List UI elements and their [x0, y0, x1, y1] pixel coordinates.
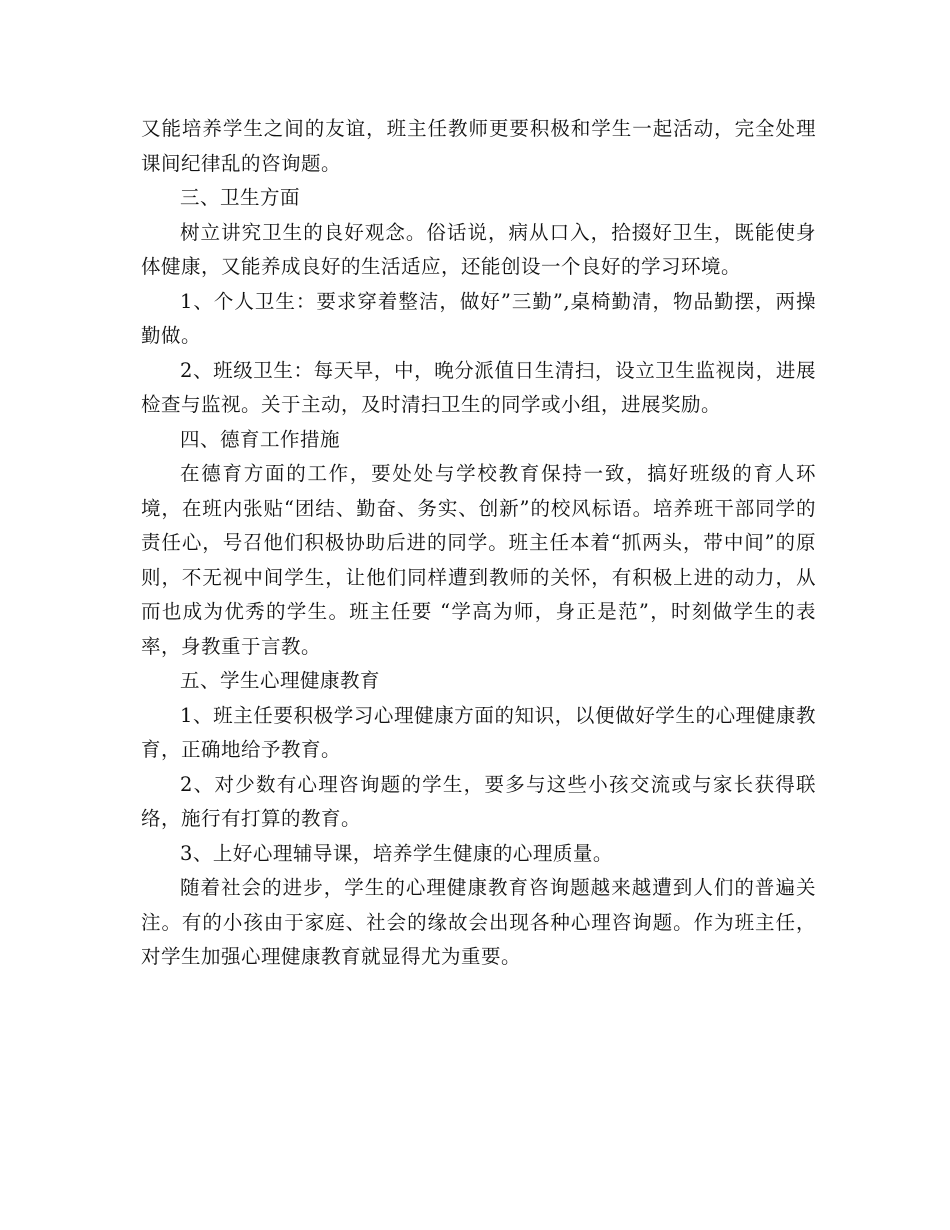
paragraph-conclusion: 随着社会的进步，学生的心理健康教育咨询题越来越遭到人们的普遍关注。有的小孩由于家庭、社会的缘故会出现各种心理咨询题。作为班主任，对学生加强心理健康教育就显得尤为重要。 [141, 876, 816, 968]
paragraph-class-hygiene: 2、班级卫生：每天早，中，晚分派值日生清扫，设立卫生监视岗，进展检查与监视。关于主动，及时清扫卫生的同学或小组，进展奖励。 [141, 358, 816, 416]
section-heading-mental-health: 五、学生心理健康教育 [180, 669, 381, 692]
paragraph-moral-education: 在德育方面的工作，要处处与学校教育保持一致，搞好班级的育人环境，在班内张贴“团结、勤奋、务实、创新”的校风标语。培养班干部同学的责任心，号召他们积极协助后进的同学。班主任本着“抓两头，带中间”的原则，不无视中间学生，让他们同样遭到教师的关怀，有积极上进的动力，从而也成为优秀的学生。班主任要 “学高为师，身正是范”，时刻做学生的表率，身教重于言教。 [141, 462, 816, 658]
paragraph-mental-health-2: 2、对少数有心理咨询题的学生，要多与这些小孩交流或与家长获得联络，施行有打算的教育。 [141, 772, 816, 830]
paragraph-mental-health-3: 3、上好心理辅导课，培养学生健康的心理质量。 [180, 841, 613, 865]
paragraph-personal-hygiene: 1、个人卫生：要求穿着整洁，做好”三勤”,桌椅勤清，物品勤摆，两操勤做。 [141, 289, 816, 347]
paragraph-mental-health-1: 1、班主任要积极学习心理健康方面的知识，以便做好学生的心理健康教育，正确地给予教育。 [141, 703, 816, 761]
document-body [141, 112, 816, 975]
section-heading-hygiene: 三、卫生方面 [180, 186, 301, 209]
section-heading-moral-education: 四、德育工作措施 [180, 427, 341, 451]
paragraph-hygiene-intro: 树立讲究卫生的良好观念。俗话说，病从口入，拾掇好卫生，既能使身体健康，又能养成良好的生活适应，还能创设一个良好的学习环境。 [141, 220, 816, 278]
paragraph-continuation: 又能培养学生之间的友谊，班主任教师更要积极和学生一起活动，完全处理课间纪律乱的咨询题。 [141, 117, 816, 175]
